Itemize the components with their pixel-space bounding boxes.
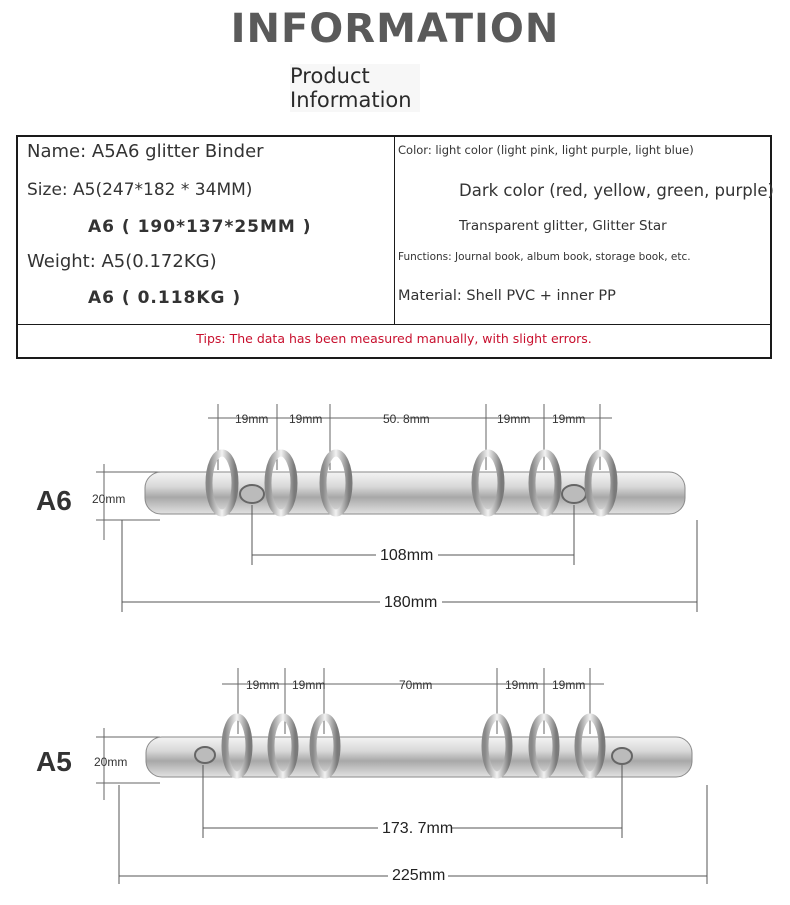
a5-spacing-2: 19mm bbox=[292, 678, 326, 692]
a5-spacing-4: 19mm bbox=[505, 678, 539, 692]
a5-spacing-5: 19mm bbox=[552, 678, 586, 692]
a5-height-label: 20mm bbox=[94, 755, 128, 769]
a5-rivet-right bbox=[612, 748, 632, 764]
a5-inner-span: 173. 7mm bbox=[382, 820, 454, 837]
size-a6: A6 ( 190*137*25MM ) bbox=[88, 217, 312, 237]
material: Material: Shell PVC + inner PP bbox=[398, 288, 616, 304]
weight-a6: A6 ( 0.118KG ) bbox=[88, 288, 242, 308]
subheading-line-2: Information bbox=[290, 88, 412, 112]
a6-label: A6 bbox=[36, 485, 72, 516]
a5-rivet-left bbox=[195, 747, 215, 763]
color-glitter: Transparent glitter, Glitter Star bbox=[459, 218, 667, 234]
subheading-line-1: Product bbox=[290, 64, 370, 88]
a6-binder bbox=[36, 404, 697, 612]
a5-label: A5 bbox=[36, 746, 72, 777]
a6-rivet-right bbox=[562, 485, 586, 503]
a6-spacing-2: 19mm bbox=[289, 412, 323, 426]
a5-binder bbox=[36, 668, 707, 884]
color-light: Color: light color (light pink, light purple, light blue) bbox=[398, 143, 694, 157]
a6-rivet-left bbox=[240, 485, 264, 503]
a5-spacing-1: 19mm bbox=[246, 678, 280, 692]
a5-total-length: 225mm bbox=[392, 867, 446, 884]
size-a5: Size: A5(247*182 * 34MM) bbox=[27, 180, 253, 200]
a5-spacing-3: 70mm bbox=[399, 678, 433, 692]
tips-note: Tips: The data has been measured manually, with slight errors. bbox=[196, 331, 592, 346]
a6-inner-span: 108mm bbox=[380, 547, 434, 564]
color-dark: Dark color (red, yellow, green, purple) bbox=[459, 181, 774, 200]
a6-spacing-5: 19mm bbox=[552, 412, 586, 426]
a6-spacing-3: 50. 8mm bbox=[383, 412, 430, 426]
functions: Functions: Journal book, album book, storage book, etc. bbox=[398, 251, 691, 263]
page-heading: INFORMATION bbox=[230, 6, 560, 52]
a6-total-length: 180mm bbox=[384, 594, 438, 611]
a6-spacing-4: 19mm bbox=[497, 412, 531, 426]
weight-a5: Weight: A5(0.172KG) bbox=[27, 251, 217, 272]
a6-spacing-1: 19mm bbox=[235, 412, 269, 426]
a6-height-label: 20mm bbox=[92, 492, 126, 506]
product-name: Name: A5A6 glitter Binder bbox=[27, 141, 264, 162]
